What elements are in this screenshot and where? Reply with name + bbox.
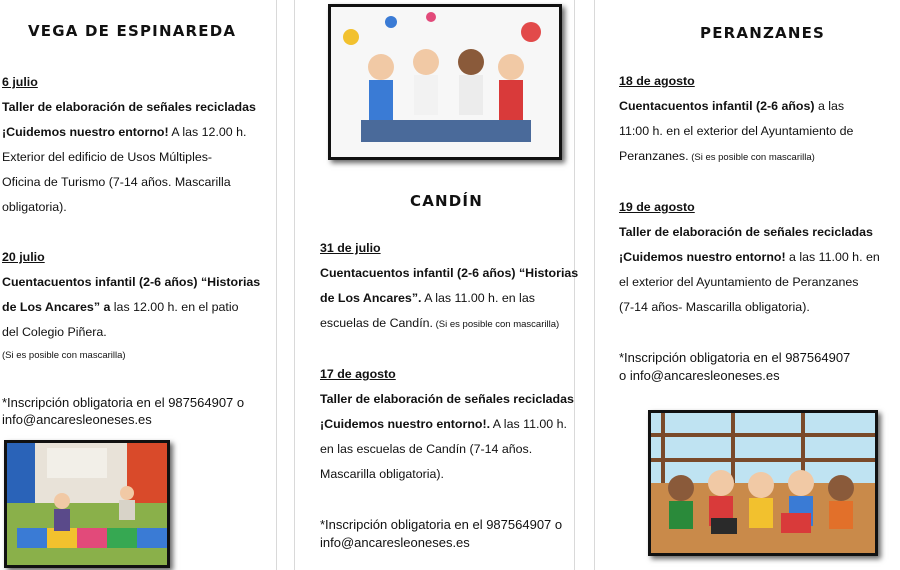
event-note: (Si es posible con mascarilla) [2,350,126,361]
panel-heading: VEGA DE ESPINAREDA [28,22,237,40]
registration-email: info@ancaresleoneses.es [2,412,152,427]
event-text: obligatoria). [2,200,67,214]
event-text: (7-14 años- Mascarilla obligatoria). [619,300,810,314]
event-text: escuelas de Candín. (Si es posible con mascarilla) [320,316,560,330]
event-text: ¡Cuidemos nuestro entorno! a las 11.00 h. en [619,250,880,264]
registration-email: info@ancaresleoneses.es [320,535,470,550]
event-text: Cuentacuentos infantil (2-6 años) “Historias [2,275,261,289]
event-text: Exterior del edificio de Usos Múltiples- [2,150,213,164]
event-text: ¡Cuidemos nuestro entorno!. A las 11.00 h. [320,417,567,431]
playroom-photo [4,440,170,568]
event-date: 6 julio [2,75,38,89]
fold-line-left [276,0,277,570]
children-paint-photo [328,4,562,160]
fold-line-right [594,0,595,570]
event-date: 31 de julio [320,241,381,255]
event-date: 20 julio [2,250,45,264]
event-text: Oficina de Turismo (7-14 años. Mascarilla [2,175,231,189]
event-text: Taller de elaboración de señales recicladas [320,392,574,406]
event-text: Taller de elaboración de señales recicladas [619,225,873,239]
event-text: de Los Ancares”. A las 11.00 h. en las [320,291,535,305]
event-text: en las escuelas de Candín (7-14 años. [320,442,533,456]
event-text: Cuentacuentos infantil (2-6 años) “Historias [320,266,579,280]
event-text: Taller de elaboración de señales recicladas [2,100,256,114]
event-text: del Colegio Piñera. [2,325,107,339]
event-text: Peranzanes. (Si es posible con mascarilla) [619,149,815,163]
fold-line-left-inner [294,0,295,570]
event-date: 18 de agosto [619,74,695,88]
panel-heading: PERANZANES [700,24,826,42]
event-text: Cuentacuentos infantil (2-6 años) a las [619,99,845,113]
registration-note: *Inscripción obligatoria en el 987564907 o [2,395,245,410]
event-date: 19 de agosto [619,200,695,214]
registration-note: *Inscripción obligatoria en el 987564907 [619,350,851,365]
event-date: 17 de agosto [320,367,396,381]
registration-email: o info@ancaresleoneses.es [619,368,780,383]
event-text: ¡Cuidemos nuestro entorno! A las 12.00 h. [2,125,247,139]
panel-heading: CANDÍN [410,192,483,210]
reading-children-illustration [648,410,878,556]
event-text: el exterior del Ayuntamiento de Peranzanes [619,275,859,289]
registration-note: *Inscripción obligatoria en el 987564907 o [320,517,563,532]
event-text: Mascarilla obligatoria). [320,467,444,481]
event-text: 11:00 h. en el exterior del Ayuntamiento de [619,124,854,138]
event-text: de Los Ancares” a las 12.00 h. en el patio [2,300,239,314]
